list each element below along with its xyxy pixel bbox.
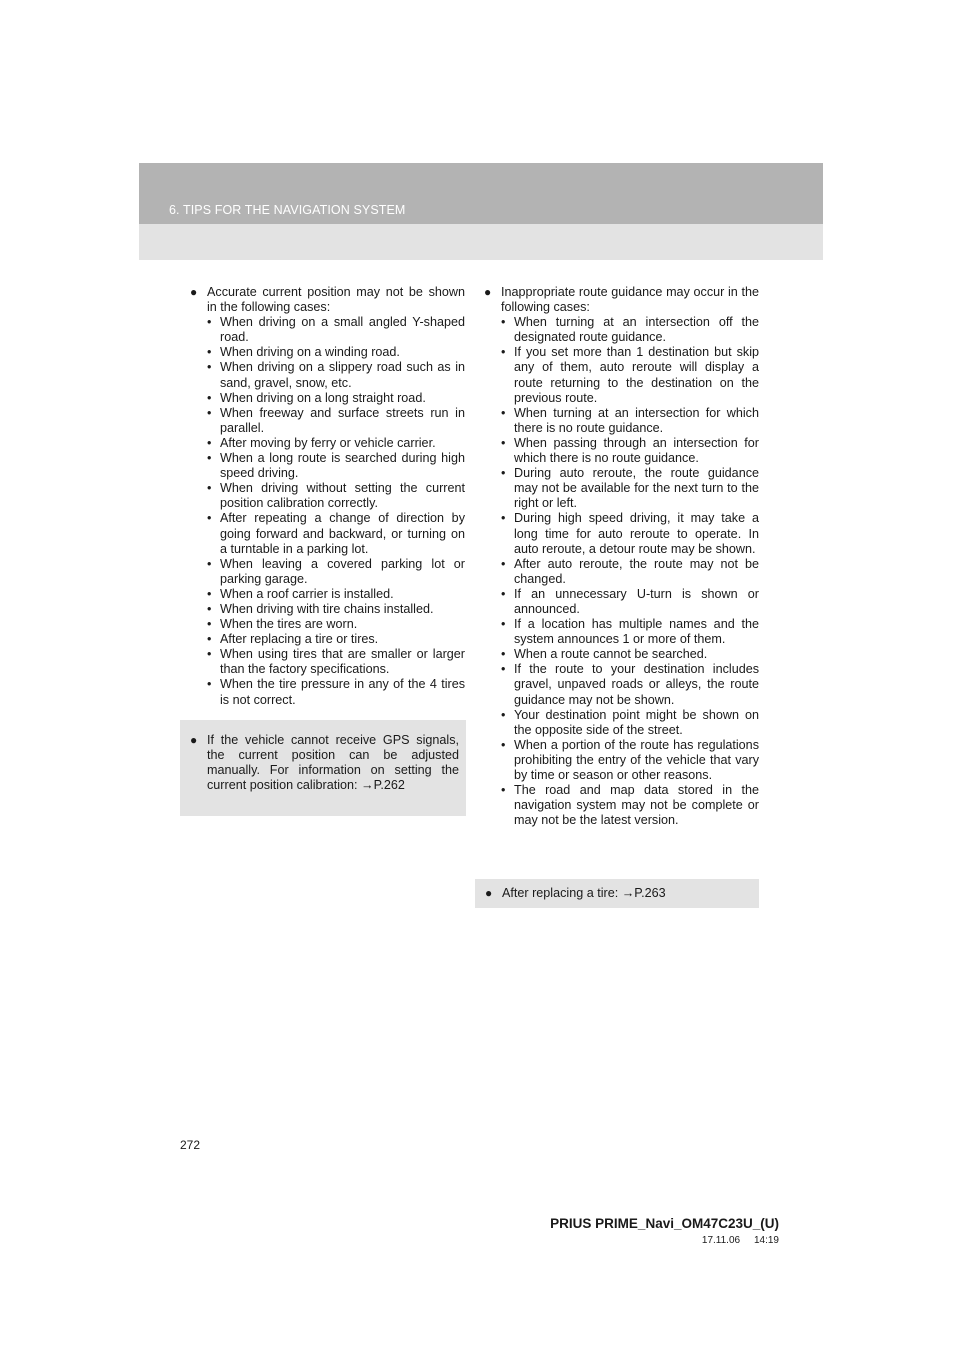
bullet-icon: •	[207, 315, 212, 330]
list-item: • When the tire pressure in any of the 4 tires is not correct.	[207, 677, 465, 707]
page-number: 272	[180, 1138, 201, 1152]
bullet-icon: •	[207, 677, 212, 692]
bullet-icon: •	[207, 511, 212, 526]
bullet-icon: •	[207, 451, 212, 466]
header-band	[139, 163, 823, 224]
list-item: • After replacing a tire or tires.	[207, 632, 379, 647]
case-list	[484, 315, 759, 828]
list-item: • When leaving a covered parking lot or parking garage.	[207, 556, 465, 586]
list-item: • When driving on a winding road.	[207, 345, 400, 360]
list-item: • If a location has multiple names and the system announces 1 or more of them.	[501, 617, 759, 647]
list-item: • When driving on a long straight road.	[207, 390, 426, 405]
list-item: • When a long route is searched during high speed driving.	[207, 451, 465, 481]
right-column	[484, 285, 759, 828]
circle-bullet-icon: ●	[190, 285, 198, 299]
list-item: • If an unnecessary U-turn is shown or announced.	[501, 586, 759, 616]
bullet-icon: •	[207, 556, 212, 571]
list-item: • When driving on a small angled Y-shaped road.	[207, 315, 465, 345]
list-item: • Your destination point might be shown on the opposite side of the street.	[501, 707, 759, 737]
lead-text: Inappropriate route guidance may occur in the following cases:	[501, 285, 759, 315]
bullet-icon: •	[207, 481, 212, 496]
section-title: 6. TIPS FOR THE NAVIGATION SYSTEM	[169, 203, 406, 217]
list-item: • During auto reroute, the route guidance may not be available for the next turn to the right or left.	[501, 466, 759, 511]
bullet-icon: •	[207, 360, 212, 375]
bullet-icon: •	[207, 435, 212, 450]
bullet-icon: •	[501, 511, 506, 526]
case-list	[190, 315, 465, 707]
bullet-icon: •	[501, 435, 506, 450]
document-title: PRIUS PRIME_Navi_OM47C23U_(U)	[550, 1216, 779, 1231]
gps-note-box	[180, 720, 466, 816]
bullet-icon: •	[501, 556, 506, 571]
list-item: • When turning at an intersection off the designated route guidance.	[501, 315, 759, 345]
bullet-icon: •	[207, 345, 212, 360]
bullet-icon: •	[501, 405, 506, 420]
bullet-icon: •	[207, 632, 212, 647]
bullet-icon: •	[207, 390, 212, 405]
bullet-icon: •	[501, 662, 506, 677]
list-item: • When a route cannot be searched.	[501, 647, 708, 662]
list-item: • When driving on a slippery road such as in sand, gravel, snow, etc.	[207, 360, 465, 390]
left-column	[190, 285, 465, 708]
list-item: • When a roof carrier is installed.	[207, 586, 394, 601]
bullet-icon: •	[501, 737, 506, 752]
list-item: • When turning at an intersection for which there is no route guidance.	[501, 405, 759, 435]
list-item: • If you set more than 1 destination but skip any of them, auto reroute will display a route returning to the destination on the previous route.	[501, 345, 759, 405]
bullet-icon: •	[501, 466, 506, 481]
circle-bullet-icon: ●	[190, 733, 198, 747]
bullet-icon: •	[207, 601, 212, 616]
gps-note-text: If the vehicle cannot receive GPS signals, the current position can be adjusted manually. For information on setting the current position calibration: →P.262	[207, 733, 459, 793]
lead-paragraph	[190, 285, 465, 315]
header-subband	[139, 224, 823, 260]
bullet-icon: •	[207, 617, 212, 632]
bullet-icon: •	[501, 617, 506, 632]
list-item: • During high speed driving, it may take a long time for auto reroute to operate. In auto reroute, a detour route may be shown.	[501, 511, 759, 556]
section-header	[139, 163, 823, 260]
list-item: • When driving without setting the current position calibration correctly.	[207, 481, 465, 511]
bullet-icon: •	[207, 647, 212, 662]
list-item: • When driving with tire chains installed.	[207, 601, 434, 616]
bullet-icon: •	[501, 783, 506, 798]
circle-bullet-icon: ●	[484, 285, 492, 299]
bullet-icon: •	[501, 647, 506, 662]
list-item: • When freeway and surface streets run in parallel.	[207, 405, 465, 435]
tire-note-box	[475, 879, 759, 908]
circle-bullet-icon: ●	[485, 886, 493, 900]
tire-note-text: After replacing a tire: →P.263	[502, 886, 666, 900]
bullet-icon: •	[207, 586, 212, 601]
bullet-icon: •	[501, 707, 506, 722]
bullet-icon: •	[501, 586, 506, 601]
lead-paragraph	[484, 285, 759, 315]
bullet-icon: •	[207, 405, 212, 420]
lead-text: Accurate current position may not be shown in the following cases:	[207, 285, 465, 315]
bullet-icon: •	[501, 345, 506, 360]
list-item: • When using tires that are smaller or larger than the factory specifications.	[207, 647, 465, 677]
list-item: • When the tires are worn.	[207, 617, 358, 632]
list-item: • After moving by ferry or vehicle carrier.	[207, 435, 436, 450]
list-item: • After auto reroute, the route may not be changed.	[501, 556, 759, 586]
document-timestamp: 17.11.06 14:19	[701, 1235, 779, 1246]
list-item: • When a portion of the route has regulations prohibiting the entry of the vehicle that vary by time or season or other reasons.	[501, 737, 759, 782]
list-item: • After repeating a change of direction by going forward and backward, or turning on a turntable in a parking lot.	[207, 511, 465, 556]
list-item: • The road and map data stored in the navigation system may not be complete or may not be the latest version.	[501, 783, 759, 828]
list-item: • When passing through an intersection for which there is no route guidance.	[501, 435, 759, 466]
bullet-icon: •	[501, 315, 506, 330]
list-item: • If the route to your destination includes gravel, unpaved roads or alleys, the route guidance may not be shown.	[501, 662, 759, 707]
